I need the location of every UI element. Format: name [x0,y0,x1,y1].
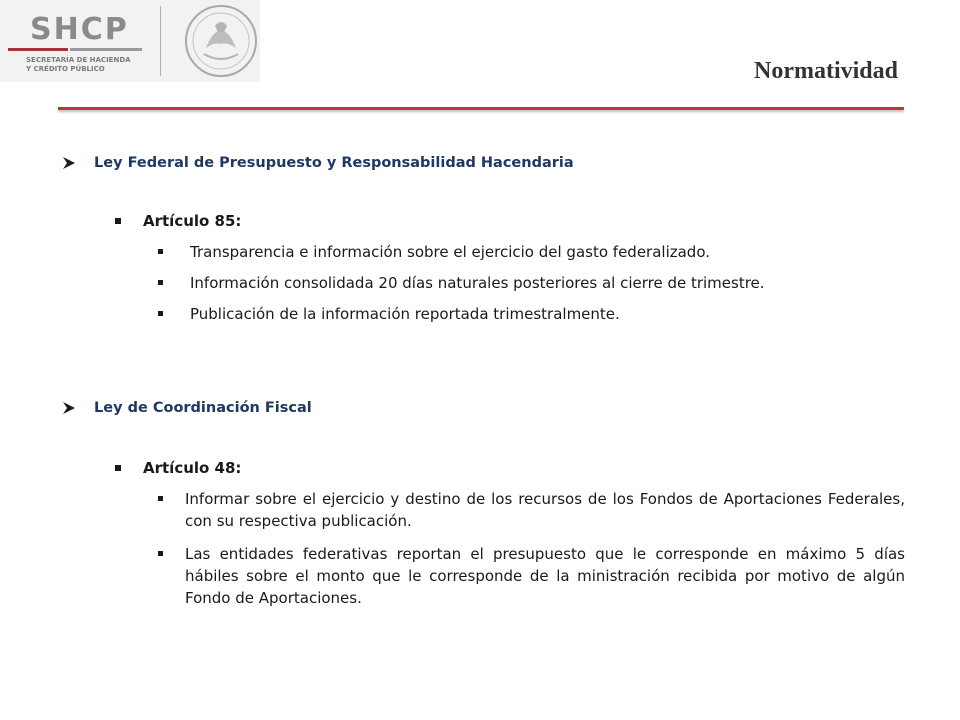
square-bullet-icon [158,311,163,316]
square-bullet-icon [158,496,163,501]
arrow-bullet-icon [62,156,76,170]
logo-red-bar [8,48,68,51]
mexico-coat-of-arms-icon [182,2,260,80]
square-bullet-icon [158,551,163,556]
header-logo-area [0,0,260,82]
shcp-logo-text: SHCP [30,12,129,47]
logo-separator [160,6,161,76]
arrow-bullet-icon [62,401,76,415]
square-bullet-icon [115,465,121,471]
square-bullet-icon [115,218,121,224]
title-divider [58,107,904,110]
logo-grey-bar [70,48,142,51]
square-bullet-icon [158,280,163,285]
shcp-logo-subtitle: SECRETARÍA DE HACIENDA Y CRÉDITO PÚBLICO [26,56,131,73]
square-bullet-icon [158,249,163,254]
page-title: Normatividad [754,58,898,84]
